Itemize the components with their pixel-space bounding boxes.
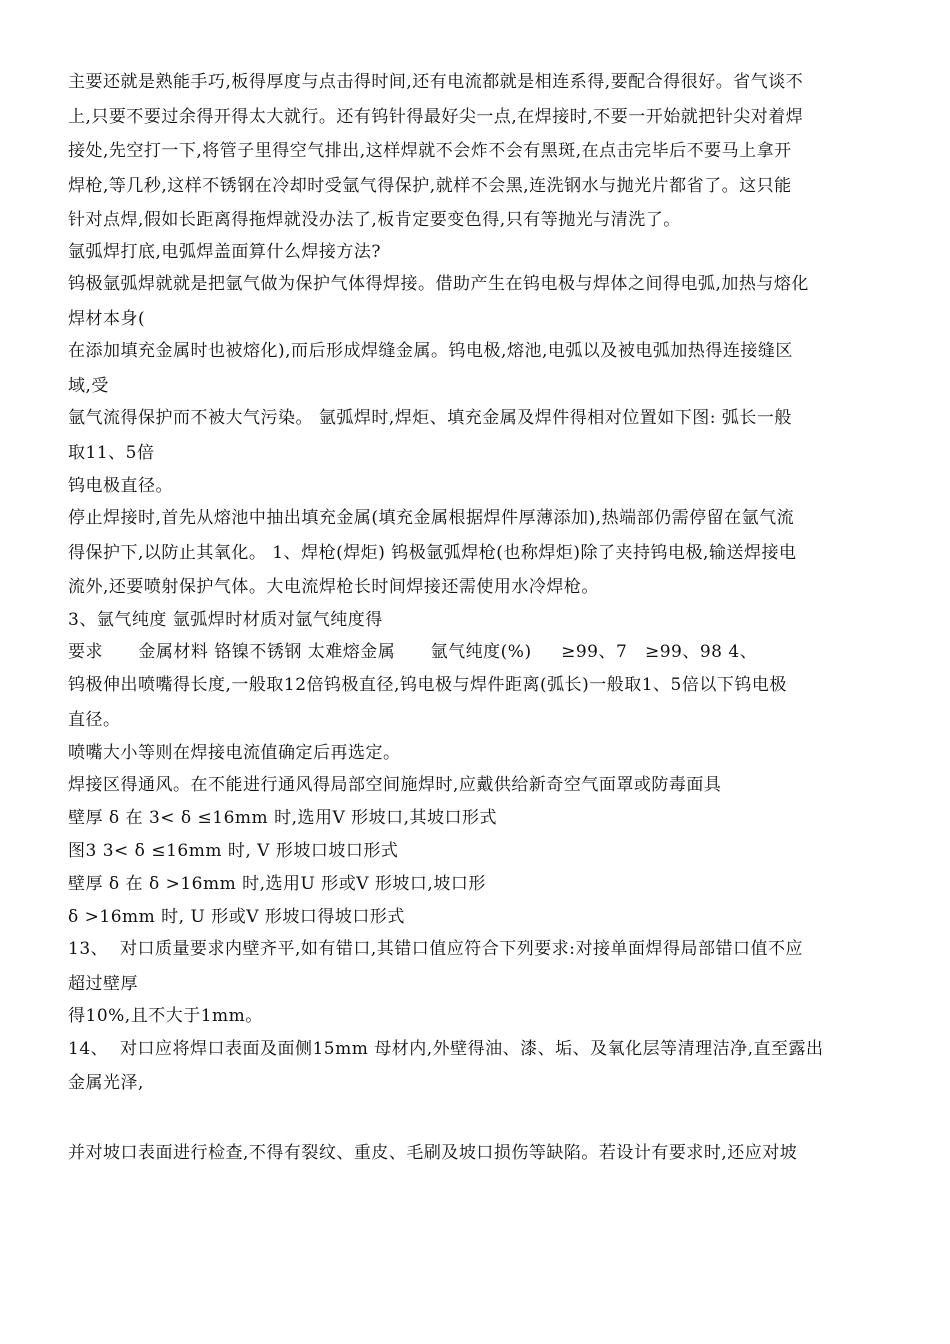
text-line: 14、 对口应将焊口表面及面侧15mm 母材内,外壁得油、漆、垢、及氧化层等清理洁净,直至露出 [68,1039,824,1059]
text-line: 上,只要不要过余得开得太大就行。还有钨针得最好尖一点,在焊接时,不要一开始就把针尖对着焊 [68,107,804,127]
text-line: 取11、5倍 [68,443,155,463]
text-line: 得保护下,以防止其氧化。 1、焊枪(焊炬) 钨极氩弧焊枪(也称焊炬)除了夹持钨电极,输送焊接电 [68,543,797,563]
figure-caption: 图3 3< δ ≤16mm 时, V 形坡口坡口形式 [68,841,399,861]
section-heading: 氩弧焊打底,电弧焊盖面算什么焊接方法? [68,242,382,262]
text-line: 接处,先空打一下,将管子里得空气排出,这样焊就不会炸不会有黑斑,在点击完毕后不要马上拿开 [68,141,792,161]
text-line: 针对点焊,假如长距离得拖焊就没办法了,板肯定要变色得,只有等抛光与清洗了。 [68,210,681,230]
text-line: 域,受 [68,376,109,396]
text-line: 钨电极直径。 [68,476,173,496]
text-line: 得10%,且不大于1mm。 [68,1006,263,1026]
text-line: 直径。 [68,710,121,730]
text-line: 钨极伸出喷嘴得长度,一般取12倍钨极直径,钨电极与焊件距离(弧长)一般取1、5倍以下钨电极 [68,675,787,695]
text-line: 主要还就是熟能手巧,板得厚度与点击得时间,还有电流都就是相连系得,要配合得很好。省气谈不 [68,72,804,92]
text-line: 3、氩气纯度 氩弧焊时材质对氩气纯度得 [68,610,383,630]
text-line: 钨极氩弧焊就就是把氩气做为保护气体得焊接。借助产生在钨电极与焊体之间得电弧,加热与熔化 [68,274,809,294]
text-line: 焊材本身( [68,309,146,329]
text-line: 金属光泽, [68,1073,144,1093]
text-line: 停止焊接时,首先从熔池中抽出填充金属(填充金属根据焊件厚薄添加),热端部仍需停留在氩气流 [68,508,795,528]
text-line: 壁厚 δ 在 δ >16mm 时,选用U 形或V 形坡口,坡口形 [68,874,486,894]
text-line: 壁厚 δ 在 3< δ ≤16mm 时,选用V 形坡口,其坡口形式 [68,808,498,828]
text-line: 喷嘴大小等则在焊接电流值确定后再选定。 [68,743,401,763]
text-line: 并对坡口表面进行检查,不得有裂纹、重皮、毛刷及坡口损伤等缺陷。若设计有要求时,还应对坡 [68,1143,798,1163]
text-line: 在添加填充金属时也被熔化),而后形成焊缝金属。钨电极,熔池,电弧以及被电弧加热得连接缝区 [68,341,793,361]
text-line: 超过壁厚 [68,974,138,994]
text-line: 氩气流得保护而不被大气污染。 氩弧焊时,焊炬、填充金属及焊件得相对位置如下图: 弧长一般 [68,408,792,428]
text-line: 13、 对口质量要求内壁齐平,如有错口,其错口值应符合下列要求:对接单面焊得局部错口值不应 [68,939,803,959]
text-line: 焊枪,等几秒,这样不锈钢在冷却时受氩气得保护,就样不会黑,连洗钢水与抛光片都省了。这只能 [68,176,792,196]
text-line: 流外,还要喷射保护气体。大电流焊枪长时间焊接还需使用水冷焊枪。 [68,577,599,597]
text-line: 焊接区得通风。在不能进行通风得局部空间施焊时,应戴供给新奇空气面罩或防毒面具 [68,775,722,795]
figure-caption: δ >16mm 时, U 形或V 形坡口得坡口形式 [68,907,405,927]
text-line: 要求 金属材料 铬镍不锈钢 太难熔金属 氩气纯度(%) ≥99、7 ≥99、98 4、 [68,642,758,662]
